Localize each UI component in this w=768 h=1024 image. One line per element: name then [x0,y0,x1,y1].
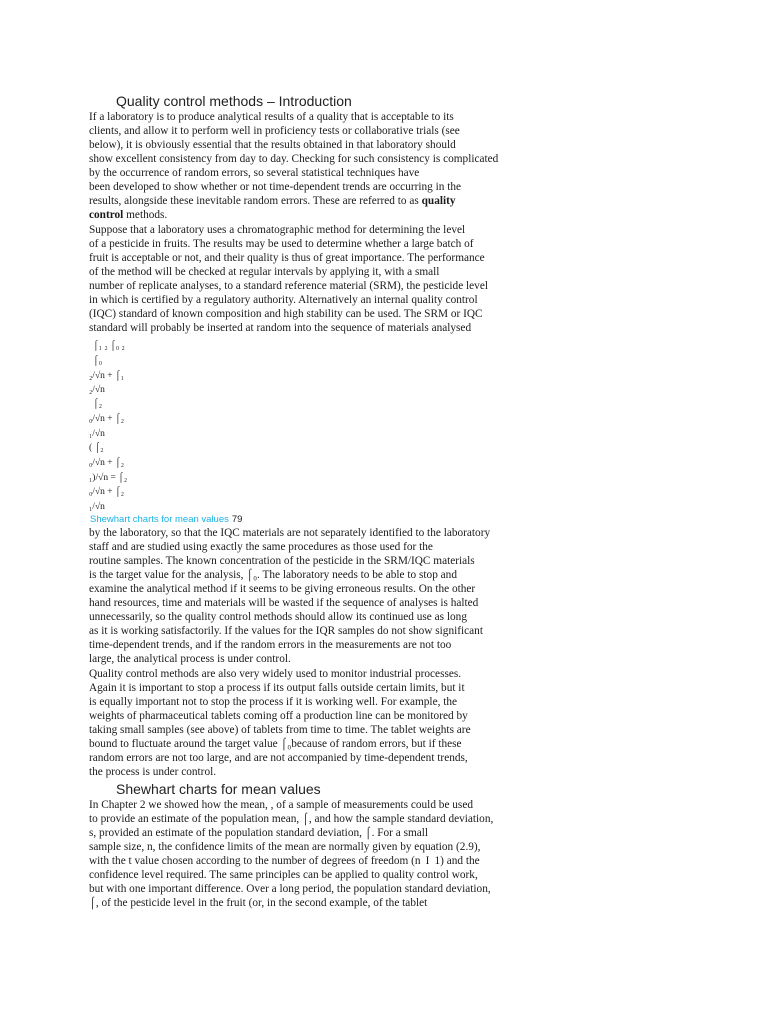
text-line: below), it is obviously essential that the results obtained in that laboratory should [89,139,456,151]
text-line: If a laboratory is to produce analytical results of a quality that is acceptable to its [89,111,454,123]
text-line [89,208,167,222]
text-line: with the t value chosen according to the number of degrees of freedom (n I 1) and the [89,855,480,867]
formula-fragment: ⌠₀ [93,356,103,366]
text-line: fruit is acceptable or not, and their quality is thus of great importance. The performance [89,252,485,264]
formula-fragment: ₁/√n [89,429,105,439]
text-line: is equally important not to stop the process if it is working well. For example, the [89,696,458,708]
section-heading-shewhart: Shewhart charts for mean values [116,781,321,797]
text-line: examine the analytical method if it seems to be giving erroneous results. On the other [89,583,476,595]
running-header-title: Shewhart charts for mean values [90,514,229,525]
section-heading-intro: Quality control methods – Introduction [116,93,352,109]
text-line: taking small samples (see above) of tablets from time to time. The tablet weights are [89,724,471,736]
text-line: to provide an estimate of the population mean, ⌠, and how the sample standard deviation, [89,813,494,825]
page-number: 79 [231,514,243,525]
formula-fragment: ⌠₁ ₂ ⌠₀ ₂ [93,341,125,351]
formula-fragment: ₀/√n + ⌠₂ [89,458,125,468]
text-line: number of replicate analyses, to a standard reference material (SRM), the pesticide level [89,280,488,292]
text-line: hand resources, time and materials will be wasted if the sequence of analyses is halted [89,597,479,609]
text-line: In Chapter 2 we showed how the mean, , of a sample of measurements could be used [89,799,473,811]
text-line: time-dependent trends, and if the random errors in the measurements are not too [89,639,452,651]
bold-term-quality: quality [421,195,456,207]
text-line: been developed to show whether or not time-dependent trends are occurring in the [89,181,462,193]
formula-fragment: ₀/√n + ⌠₂ [89,487,125,497]
text-line: of the method will be checked at regular intervals by applying it, with a small [89,266,440,278]
text-line: Again it is important to stop a process if its output falls outside certain limits, but it [89,682,465,694]
text-line: standard will probably be inserted at random into the sequence of materials analysed [89,322,472,334]
formula-fragment: ₂/√n + ⌠₁ [89,371,125,381]
text-line: routine samples. The known concentration of the pesticide in the SRM/IQC materials [89,555,475,567]
text-line: confidence level required. The same principles can be applied to quality control work, [89,869,478,881]
text-line: staff and are studied using exactly the same procedures as those used for the [89,541,433,553]
text-line: large, the analytical process is under control. [89,653,291,665]
text-line: random errors are not too large, and are not accompanied by time-dependent trends, [89,752,468,764]
bold-term-control: control [89,209,124,221]
formula-fragment: ₁/√n [89,502,105,512]
text-run: results, alongside these inevitable random errors. These are referred to as [89,195,419,207]
text-line [89,194,456,208]
text-line: unnecessarily, so the quality control methods should allow its continued use as long [89,611,467,623]
text-line: but with one important difference. Over a long period, the population standard deviation, [89,883,491,895]
running-header [90,514,242,525]
text-line: Suppose that a laboratory uses a chromatographic method for determining the level [89,224,466,236]
text-line: as it is working satisfactorily. If the values for the IQR samples do not show significant [89,625,483,637]
formula-fragment: ⌠₂ [93,399,103,409]
text-line: sample size, n, the confidence limits of the mean are normally given by equation (2.9), [89,841,481,853]
text-line: of a pesticide in fruits. The results may be used to determine whether a large batch of [89,238,474,250]
text-line: ⌠, of the pesticide level in the fruit (or, in the second example, of the tablet [89,897,428,909]
formula-fragment: ₀/√n + ⌠₂ [89,414,125,424]
text-line: weights of pharmaceutical tablets coming off a production line can be monitored by [89,710,468,722]
text-line: clients, and allow it to perform well in proficiency tests or collaborative trials (see [89,125,460,137]
text-line: by the laboratory, so that the IQC materials are not separately identified to the laboratory [89,527,491,539]
text-line: by the occurrence of random errors, so several statistical techniques have [89,167,420,179]
formula-fragment: ₁)/√n = ⌠₂ [89,473,128,483]
text-line: Quality control methods are also very widely used to monitor industrial processes. [89,668,462,680]
text-line: bound to fluctuate around the target value ⌠₀because of random errors, but if these [89,738,462,750]
text-line: in which is certified by a regulatory authority. Alternatively an internal quality control [89,294,478,306]
text-line: show excellent consistency from day to day. Checking for such consistency is complicated [89,153,499,165]
text-line: s, provided an estimate of the population standard deviation, ⌠. For a small [89,827,429,839]
text-line: is the target value for the analysis, ⌠₀. The laboratory needs to be able to stop and [89,569,457,581]
formula-fragment: ₂/√n [89,385,105,395]
text-line: (IQC) standard of known composition and high stability can be used. The SRM or IQC [89,308,483,320]
text-run: methods. [123,209,168,221]
formula-fragment: ( ⌠₂ [89,443,104,453]
text-line: the process is under control. [89,766,217,778]
